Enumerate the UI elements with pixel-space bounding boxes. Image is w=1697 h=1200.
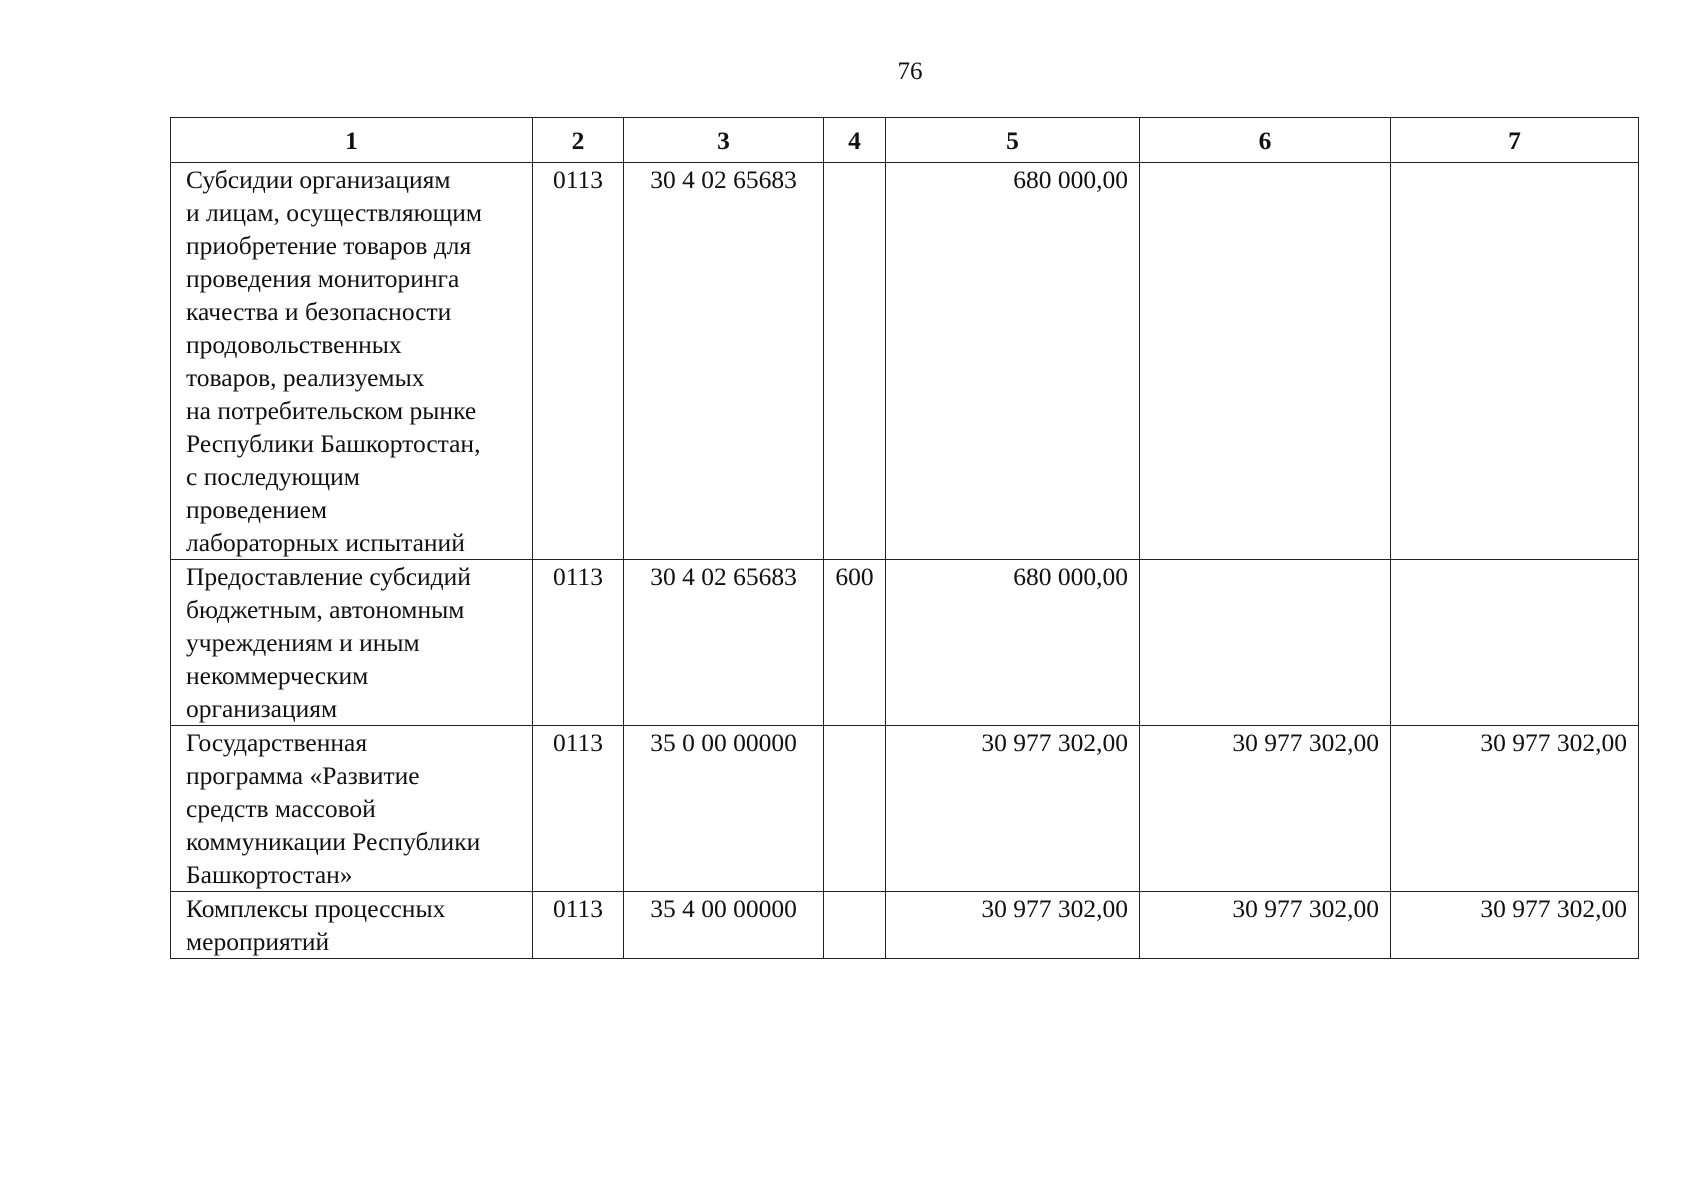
table-row	[171, 726, 1639, 892]
row-amount-3: 30 977 302,00	[1391, 726, 1639, 892]
row-amount-3	[1391, 163, 1639, 560]
row-target-code: 35 4 00 00000	[624, 892, 824, 959]
row-name: Субсидии организациям и лицам, осуществляющим приобретение товаров для проведения мониторинга качества и безопасности продовольственных товаров, реализуемых на потребительском рынке Республики Башкортостан, с последующим проведением лабораторных испытаний	[171, 163, 533, 560]
row-section-code: 0113	[533, 892, 624, 959]
header-col-2: 2	[533, 118, 624, 163]
table-row	[171, 560, 1639, 726]
row-amount-2	[1140, 163, 1391, 560]
table-row	[171, 163, 1639, 560]
row-name: Государственная программа «Развитие средств массовой коммуникации Республики Башкортостан»	[171, 726, 533, 892]
header-col-4: 4	[824, 118, 886, 163]
row-amount-2: 30 977 302,00	[1140, 726, 1391, 892]
row-amount-2: 30 977 302,00	[1140, 892, 1391, 959]
header-col-7: 7	[1391, 118, 1639, 163]
row-name: Предоставление субсидий бюджетным, автономным учреждениям и иным некоммерческим организациям	[171, 560, 533, 726]
row-type-code	[824, 726, 886, 892]
row-amount-2	[1140, 560, 1391, 726]
row-amount-1: 30 977 302,00	[886, 726, 1140, 892]
row-amount-1: 680 000,00	[886, 163, 1140, 560]
page-number: 76	[897, 58, 923, 85]
header-col-6: 6	[1140, 118, 1391, 163]
row-section-code: 0113	[533, 163, 624, 560]
table-row	[171, 892, 1639, 959]
header-col-1: 1	[171, 118, 533, 163]
header-col-3: 3	[624, 118, 824, 163]
budget-table	[170, 117, 1639, 959]
table-header-row	[171, 118, 1639, 163]
row-amount-1: 30 977 302,00	[886, 892, 1140, 959]
row-amount-1: 680 000,00	[886, 560, 1140, 726]
row-section-code: 0113	[533, 560, 624, 726]
row-type-code: 600	[824, 560, 886, 726]
row-target-code: 30 4 02 65683	[624, 163, 824, 560]
row-type-code	[824, 163, 886, 560]
row-name: Комплексы процессных мероприятий	[171, 892, 533, 959]
row-target-code: 30 4 02 65683	[624, 560, 824, 726]
header-col-5: 5	[886, 118, 1140, 163]
row-type-code	[824, 892, 886, 959]
row-target-code: 35 0 00 00000	[624, 726, 824, 892]
row-amount-3	[1391, 560, 1639, 726]
row-section-code: 0113	[533, 726, 624, 892]
row-amount-3: 30 977 302,00	[1391, 892, 1639, 959]
